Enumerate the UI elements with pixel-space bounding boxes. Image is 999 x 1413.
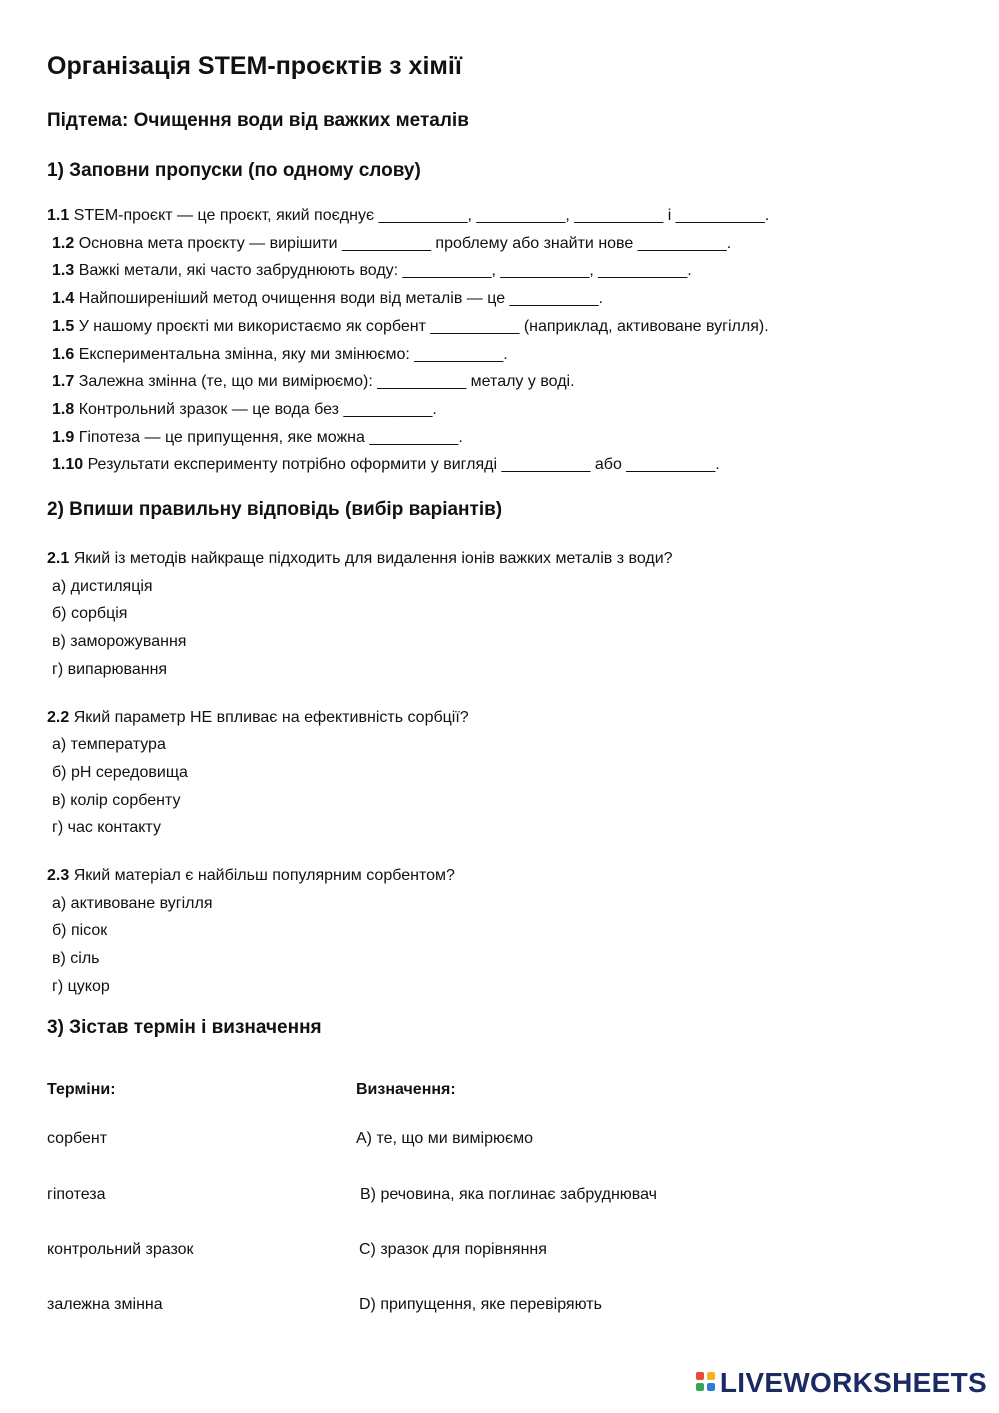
question-block bbox=[47, 545, 967, 684]
question-block bbox=[47, 704, 967, 843]
fill-item: 1.2 Основна мета проєкту — вирішити __________ проблему або знайти нове __________. bbox=[52, 234, 732, 252]
definitions-header: Визначення: bbox=[356, 1080, 456, 1098]
fill-in-list bbox=[47, 202, 967, 479]
question-list bbox=[47, 545, 967, 1001]
fill-item: 1.5 У нашому проєкті ми використаємо як сорбент __________ (наприклад, активоване вугілля). bbox=[52, 317, 769, 335]
answer-option: а) температура bbox=[52, 736, 166, 754]
fill-item: 1.4 Найпоширеніший метод очищення води від металів — це __________. bbox=[52, 290, 603, 308]
answer-option: г) час контакту bbox=[52, 819, 161, 837]
question-text: 2.2 Який параметр НЕ впливає на ефективність сорбції? bbox=[47, 708, 469, 726]
fill-item: 1.3 Важкі метали, які часто забруднюють воду: __________, __________, __________. bbox=[52, 262, 692, 280]
page-title: Організація STEM-проєктів з хімії bbox=[47, 52, 462, 80]
answer-option: а) активоване вугілля bbox=[52, 894, 213, 912]
term-item: контрольний зразок bbox=[47, 1240, 194, 1258]
question-text: 2.1 Який із методів найкраще підходить для видалення іонів важких металів з води? bbox=[47, 550, 673, 568]
matching-table bbox=[47, 1055, 967, 1313]
answer-option: г) випарювання bbox=[52, 660, 168, 678]
definition-item: A) те, що ми вимірюємо bbox=[356, 1129, 534, 1147]
term-item: сорбент bbox=[47, 1129, 108, 1147]
fill-item: 1.8 Контрольний зразок — це вода без __________. bbox=[52, 400, 437, 418]
answer-option: в) колір сорбенту bbox=[52, 791, 181, 809]
worksheet-page bbox=[47, 50, 967, 1313]
fill-item: 1.9 Гіпотеза — це припущення, яке можна __________. bbox=[52, 428, 463, 446]
liveworksheets-logo bbox=[696, 1367, 987, 1399]
answer-option: б) pH середовища bbox=[52, 763, 188, 781]
logo-mark-icon bbox=[696, 1372, 718, 1394]
definition-item: D) припущення, яке перевіряють bbox=[359, 1295, 602, 1313]
answer-option: а) дистиляція bbox=[52, 577, 153, 595]
terms-header: Терміни: bbox=[47, 1080, 116, 1098]
section2-heading: 2) Впиши правильну відповідь (вибір варіантів) bbox=[47, 499, 503, 521]
question-text: 2.3 Який матеріал є найбільш популярним сорбентом? bbox=[47, 867, 455, 885]
fill-item: 1.10 Результати експерименту потрібно оформити у вигляді __________ або __________. bbox=[52, 456, 720, 474]
section3-heading: 3) Зістав термін і визначення bbox=[47, 1016, 322, 1038]
definition-item: C) зразок для порівняння bbox=[359, 1240, 547, 1258]
answer-option: в) сіль bbox=[52, 950, 100, 968]
answer-option: в) заморожування bbox=[52, 633, 187, 651]
question-block bbox=[47, 862, 967, 1001]
term-item: залежна змінна bbox=[47, 1295, 163, 1313]
answer-option: г) цукор bbox=[52, 977, 110, 995]
fill-item: 1.7 Залежна змінна (те, що ми вимірюємо): __________ металу у воді. bbox=[52, 373, 575, 391]
answer-option: б) сорбція bbox=[52, 605, 128, 623]
answer-option: б) пісок bbox=[52, 922, 108, 940]
term-item: гіпотеза bbox=[47, 1185, 106, 1203]
logo-text: LIVEWORKSHEETS bbox=[719, 1367, 987, 1398]
definition-item: B) речовина, яка поглинає забруднювач bbox=[360, 1185, 657, 1203]
section1-heading: 1) Заповни пропуски (по одному слову) bbox=[47, 160, 421, 181]
subtopic-heading: Підтема: Очищення води від важких металів bbox=[47, 110, 469, 131]
fill-item: 1.1 STEM-проєкт — це проєкт, який поєднує __________, __________, __________ і __________. bbox=[47, 207, 770, 224]
fill-item: 1.6 Експериментальна змінна, яку ми змінюємо: __________. bbox=[52, 345, 508, 363]
